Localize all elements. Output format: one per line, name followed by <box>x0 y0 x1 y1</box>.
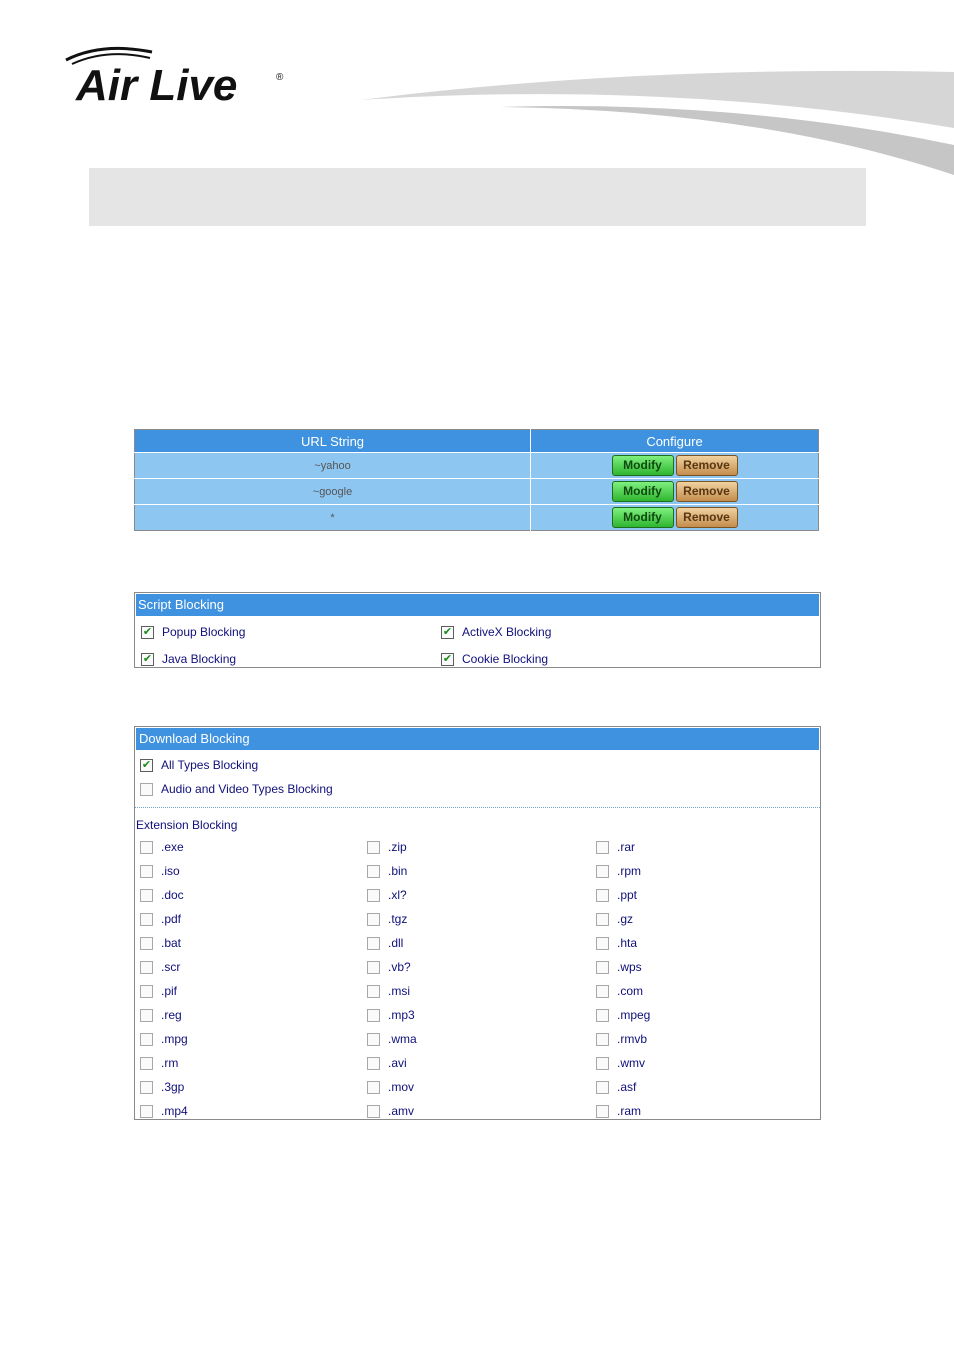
checkbox[interactable] <box>367 937 380 950</box>
extension-checkbox[interactable] <box>140 984 177 998</box>
extension-checkbox[interactable] <box>367 888 407 902</box>
checkbox-label: .reg <box>161 1008 182 1022</box>
checkbox[interactable] <box>140 1105 153 1118</box>
checkbox-label: .bat <box>161 936 182 950</box>
checkbox[interactable]: ✔ <box>442 652 453 665</box>
script-option-activex-blocking[interactable] <box>441 625 551 639</box>
registered-mark: ® <box>276 72 284 83</box>
url-string-cell: ~yahoo <box>135 453 531 479</box>
extension-checkbox[interactable] <box>596 1008 650 1022</box>
configure-cell <box>531 479 819 505</box>
checkbox-label: .scr <box>161 960 181 974</box>
script-blocking-panel <box>134 592 821 668</box>
extension-checkbox[interactable] <box>367 1056 407 1070</box>
extension-checkbox[interactable] <box>596 1104 641 1118</box>
extension-checkbox[interactable] <box>596 1032 647 1046</box>
section-header-bar <box>89 168 866 226</box>
extension-checkbox[interactable] <box>367 936 403 950</box>
checkbox[interactable] <box>140 841 153 854</box>
checkbox[interactable] <box>367 985 380 998</box>
checkbox-label: .exe <box>161 840 184 854</box>
extension-checkbox[interactable] <box>140 1080 184 1094</box>
script-blocking-title: Script Blocking <box>135 593 820 617</box>
download-option-audio-and-video-types-blocking[interactable] <box>140 782 333 796</box>
checkbox[interactable] <box>140 1009 153 1022</box>
checkbox[interactable] <box>367 1033 380 1046</box>
checkbox-label: .pdf <box>161 912 182 926</box>
checkbox-label: .avi <box>388 1056 407 1070</box>
checkbox-label: .rmvb <box>617 1032 647 1046</box>
extension-checkbox[interactable] <box>596 1080 636 1094</box>
checkbox-label: .pif <box>161 984 178 998</box>
checkbox[interactable] <box>596 841 609 854</box>
checkbox-label: .rm <box>161 1056 179 1070</box>
extension-checkbox[interactable] <box>140 1032 188 1046</box>
extension-blocking-title: Extension Blocking <box>136 818 238 832</box>
checkbox[interactable] <box>596 889 609 902</box>
checkbox[interactable]: ✔ <box>142 652 153 665</box>
extension-checkbox[interactable] <box>367 1104 414 1118</box>
checkbox-label: .xl? <box>388 888 407 902</box>
modify-button[interactable]: Modify <box>612 481 674 502</box>
extension-checkbox[interactable] <box>140 960 180 974</box>
checkbox[interactable]: ✔ <box>142 625 153 638</box>
remove-button[interactable]: Remove <box>676 481 738 502</box>
checkbox-label: .rar <box>617 840 635 854</box>
checkbox[interactable]: ✔ <box>442 625 453 638</box>
checkbox-label: .dll <box>388 936 404 950</box>
checkbox-label: .wps <box>617 960 642 974</box>
checkbox-label: .tgz <box>388 912 408 926</box>
table-row <box>135 479 819 505</box>
checkbox-label: .ram <box>617 1104 641 1118</box>
extension-checkbox[interactable] <box>140 1104 188 1118</box>
checkbox-label: .ppt <box>617 888 638 902</box>
checkbox[interactable] <box>140 889 153 902</box>
checkbox[interactable] <box>596 865 609 878</box>
extension-checkbox[interactable] <box>596 840 635 854</box>
extension-checkbox[interactable] <box>596 888 637 902</box>
extension-checkbox[interactable] <box>140 888 184 902</box>
logo-text: Air Live <box>76 61 238 110</box>
extension-checkbox[interactable] <box>140 912 181 926</box>
checkbox-label: .iso <box>161 864 180 878</box>
checkbox-label: .mpg <box>161 1032 188 1046</box>
checkbox[interactable] <box>367 889 380 902</box>
checkbox[interactable] <box>140 865 153 878</box>
checkbox[interactable] <box>596 1081 609 1094</box>
checkbox-label: Java Blocking <box>162 652 237 666</box>
checkbox-label: .wmv <box>617 1056 645 1070</box>
extension-checkbox[interactable] <box>596 984 643 998</box>
remove-button[interactable]: Remove <box>676 455 738 476</box>
checkbox[interactable] <box>367 1081 380 1094</box>
checkbox[interactable] <box>140 1033 153 1046</box>
checkbox-label: Audio and Video Types Blocking <box>161 782 333 796</box>
checkbox[interactable] <box>596 1105 609 1118</box>
configure-cell <box>531 453 819 479</box>
script-option-java-blocking[interactable] <box>141 652 236 666</box>
checkbox[interactable] <box>596 1033 609 1046</box>
extension-checkbox[interactable] <box>367 840 407 854</box>
checkbox-label: .doc <box>161 888 184 902</box>
download-option-all-types-blocking[interactable] <box>140 758 258 772</box>
configure-cell <box>531 505 819 531</box>
checkbox[interactable] <box>367 841 380 854</box>
extension-checkbox[interactable] <box>367 912 407 926</box>
checkbox[interactable] <box>140 1057 153 1070</box>
extension-checkbox[interactable] <box>367 1080 414 1094</box>
airlive-logo <box>62 40 302 110</box>
checkbox[interactable] <box>596 937 609 950</box>
extension-checkbox[interactable] <box>367 960 411 974</box>
extension-checkbox[interactable] <box>140 1008 182 1022</box>
checkbox-label: Cookie Blocking <box>462 652 549 666</box>
checkbox-label: .zip <box>388 840 407 854</box>
header-swoosh <box>340 60 954 180</box>
script-option-popup-blocking[interactable] <box>141 625 245 639</box>
checkbox-label: .hta <box>617 936 638 950</box>
checkbox-label: .mov <box>388 1080 415 1094</box>
checkbox-label: .amv <box>388 1104 415 1118</box>
checkbox-label: .gz <box>617 912 634 926</box>
extension-checkbox[interactable] <box>596 960 642 974</box>
extension-checkbox[interactable] <box>596 1056 645 1070</box>
checkbox[interactable] <box>140 937 153 950</box>
checkbox[interactable] <box>140 913 153 926</box>
checkbox-label: .msi <box>388 984 410 998</box>
modify-button[interactable]: Modify <box>612 507 674 528</box>
extension-checkbox[interactable] <box>367 864 407 878</box>
extension-checkbox[interactable] <box>140 840 184 854</box>
extension-checkbox[interactable] <box>367 1032 417 1046</box>
checkbox-label: .mpeg <box>617 1008 651 1022</box>
checkbox-label: .mp3 <box>388 1008 415 1022</box>
configure-header: Configure <box>531 430 819 453</box>
extension-checkbox[interactable] <box>140 864 180 878</box>
checkbox-label: All Types Blocking <box>161 758 259 772</box>
extension-checkbox[interactable] <box>140 1056 178 1070</box>
extension-checkbox[interactable] <box>367 984 410 998</box>
checkbox-label: .mp4 <box>161 1104 188 1118</box>
checkbox-label: .asf <box>617 1080 637 1094</box>
extension-checkbox[interactable] <box>367 1008 415 1022</box>
checkbox[interactable] <box>367 865 380 878</box>
checkbox[interactable] <box>140 1081 153 1094</box>
checkbox-label: .bin <box>388 864 408 878</box>
checkbox-label: .rpm <box>617 864 641 878</box>
checkbox[interactable] <box>596 913 609 926</box>
remove-button[interactable]: Remove <box>676 507 738 528</box>
checkbox[interactable] <box>367 1009 380 1022</box>
checkbox[interactable] <box>596 1057 609 1070</box>
extension-checkbox[interactable] <box>596 864 641 878</box>
modify-button[interactable]: Modify <box>612 455 674 476</box>
checkbox-label: .vb? <box>388 960 411 974</box>
checkbox[interactable] <box>367 913 380 926</box>
checkbox[interactable] <box>140 961 153 974</box>
url-string-cell: ~google <box>135 479 531 505</box>
checkbox[interactable] <box>596 961 609 974</box>
extension-checkbox[interactable] <box>140 936 181 950</box>
table-row <box>135 453 819 479</box>
checkbox-label: Popup Blocking <box>162 625 246 639</box>
checkbox[interactable] <box>140 985 153 998</box>
checkbox[interactable] <box>596 985 609 998</box>
checkbox[interactable] <box>367 961 380 974</box>
checkbox[interactable] <box>140 783 153 796</box>
checkbox-label: ActiveX Blocking <box>462 625 552 639</box>
url-string-table <box>134 429 819 531</box>
checkbox-label: .3gp <box>161 1080 185 1094</box>
checkbox-label: .wma <box>388 1032 417 1046</box>
script-option-cookie-blocking[interactable] <box>441 652 548 666</box>
divider <box>135 807 820 808</box>
url-string-cell: * <box>135 505 531 531</box>
table-row <box>135 505 819 531</box>
checkbox[interactable] <box>367 1057 380 1070</box>
extension-checkbox[interactable] <box>596 936 637 950</box>
checkbox[interactable] <box>596 1009 609 1022</box>
download-blocking-title: Download Blocking <box>135 727 820 751</box>
url-string-header: URL String <box>135 430 531 453</box>
checkbox[interactable]: ✔ <box>141 758 152 771</box>
checkbox[interactable] <box>367 1105 380 1118</box>
download-blocking-panel <box>134 726 821 1120</box>
extension-checkbox[interactable] <box>596 912 633 926</box>
checkbox-label: .com <box>617 984 644 998</box>
